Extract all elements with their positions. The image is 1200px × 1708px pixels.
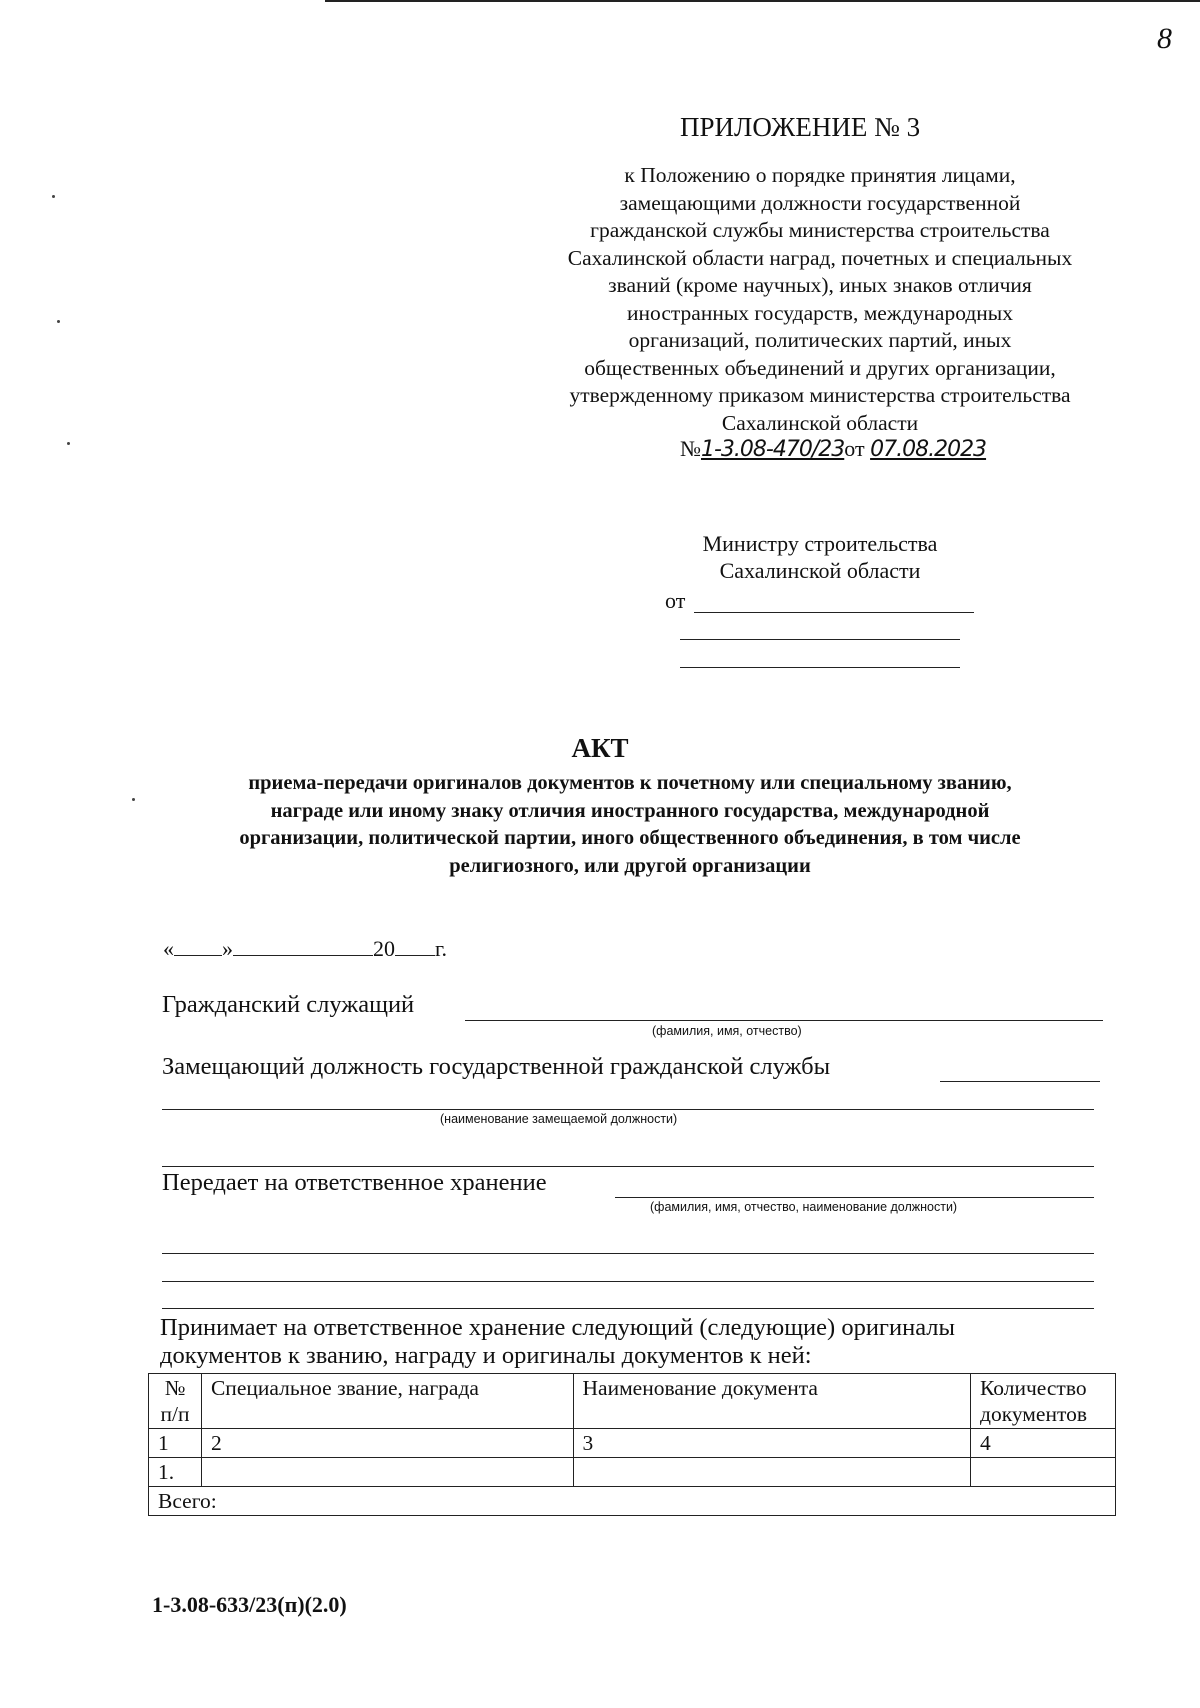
position-line-tail — [940, 1081, 1100, 1082]
appendix-number-line — [680, 436, 986, 462]
header-cell-number: № п/п — [149, 1374, 202, 1429]
civil-servant-line — [465, 1020, 1103, 1021]
page-number: 8 — [1157, 22, 1172, 55]
transfers-line-2 — [162, 1253, 1094, 1254]
number-prefix: № — [680, 436, 701, 461]
scan-speck — [52, 195, 55, 198]
civil-servant-caption: (фамилия, имя, отчество) — [652, 1024, 802, 1038]
transfers-label: Передает на ответственное хранение — [162, 1169, 547, 1196]
table-row — [149, 1458, 1116, 1487]
transfers-caption: (фамилия, имя, отчество, наименование должности) — [650, 1200, 958, 1214]
scan-speck — [57, 320, 60, 323]
accepts-text-line2: документов к званию, награду и оригиналы документов к ней: — [160, 1342, 812, 1369]
position-line — [162, 1109, 1094, 1110]
order-date: 07.08.2023 — [870, 437, 987, 462]
table-cell: 1. — [149, 1458, 202, 1487]
accepts-text-line1: Принимает на ответственное хранение следующий (следующие) оригиналы — [160, 1314, 955, 1341]
table-numbering-row — [149, 1429, 1116, 1458]
position-label: Замещающий должность государственной гражданской службы — [162, 1053, 831, 1080]
act-date-line — [163, 936, 447, 962]
close-quote: » — [222, 936, 233, 961]
open-quote: « — [163, 936, 174, 961]
header-cell-document: Наименование документа — [573, 1374, 971, 1429]
footer-document-code: 1-3.08-633/23(п)(2.0) — [152, 1592, 347, 1617]
year-suffix: г. — [435, 936, 448, 961]
table-cell — [201, 1458, 573, 1487]
from-line-1 — [694, 612, 974, 613]
order-number: 1-3.08-470/23 — [701, 437, 845, 462]
table-cell: 3 — [573, 1429, 971, 1458]
year-prefix: 20 — [373, 936, 395, 961]
from-line-2 — [680, 639, 960, 640]
transfers-line-3 — [162, 1281, 1094, 1282]
scan-speck — [132, 798, 135, 801]
table-header-row — [149, 1374, 1116, 1429]
from-label: от — [665, 588, 686, 613]
addressee-block: Министру строительства Сахалинской области — [702, 531, 938, 583]
month-blank — [233, 937, 373, 956]
date-prefix: от — [844, 436, 865, 461]
year-blank — [395, 937, 435, 956]
position-caption: (наименование замещаемой должности) — [440, 1112, 678, 1126]
position-line-2 — [162, 1166, 1094, 1167]
transfers-line — [615, 1197, 1094, 1198]
civil-servant-label: Гражданский служащий — [162, 991, 415, 1018]
header-cell-count: Количество документов — [971, 1374, 1116, 1429]
table-cell: 2 — [201, 1429, 573, 1458]
scan-speck — [67, 442, 70, 445]
header-cell-title: Специальное звание, награда — [201, 1374, 573, 1429]
documents-table — [148, 1373, 1116, 1516]
table-cell — [971, 1458, 1116, 1487]
table-cell: 1 — [149, 1429, 202, 1458]
top-border-line — [325, 0, 1200, 2]
table-cell: 4 — [971, 1429, 1116, 1458]
from-line-3 — [680, 667, 960, 668]
appendix-text: к Положению о порядке принятия лицами, замещающими должности государственной гражданской службы министерства строительства Сахалинской области наград, почетных и специальных званий (кроме научных), иных знаков отличия иностранных государств, международных организаций, политических партий, иных общественных объединений и других организации, утвержденному приказом министерства строительства Сахалинской области — [567, 163, 1073, 435]
transfers-line-4 — [162, 1308, 1094, 1309]
table-cell — [573, 1458, 971, 1487]
act-title: АКТ — [571, 733, 629, 763]
appendix-title: ПРИЛОЖЕНИЕ № 3 — [680, 112, 921, 142]
table-total-row — [149, 1487, 1116, 1516]
act-subtitle: приема-передачи оригиналов документов к почетному или специальному званию, награде или иному знаку отличия иностранного государства, международной организации, политической партии, иного общественного объединения, в том числе религиозного, или другой организации — [239, 772, 1021, 877]
total-label: Всего: — [149, 1487, 1116, 1516]
day-blank — [174, 937, 222, 956]
